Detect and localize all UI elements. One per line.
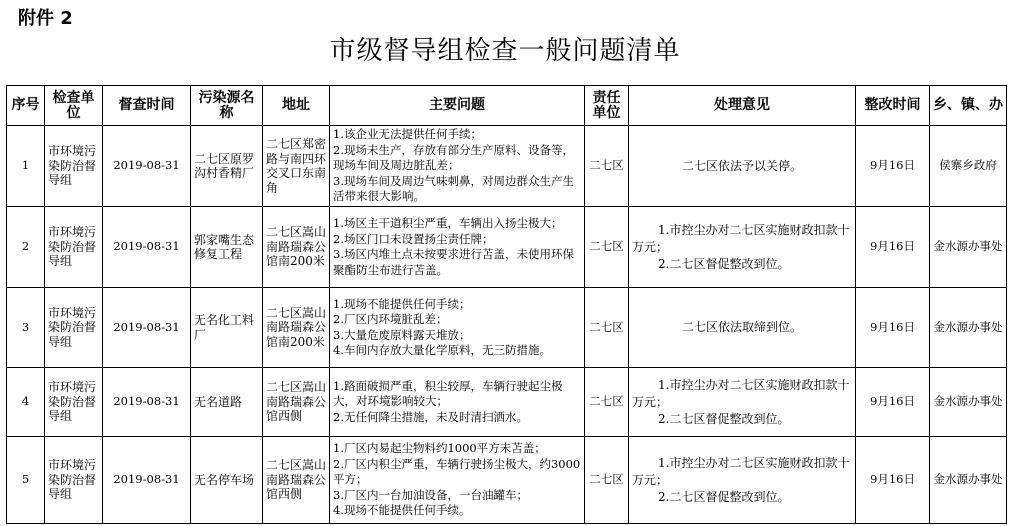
issue-line: 1.路面破损严重，积尘较厚，车辆行驶起尘极大，对环境影响较大； bbox=[333, 378, 563, 409]
cell-town: 金水源办事处 bbox=[930, 288, 1007, 368]
attachment-label: 附件 2 bbox=[18, 8, 73, 29]
cell-address: 二七区郑密路与南四环交叉口东南角 bbox=[263, 126, 330, 207]
header-issues: 主要问题 bbox=[330, 86, 585, 126]
cell-date: 2019-08-31 bbox=[103, 126, 191, 207]
header-town: 乡、镇、办 bbox=[930, 86, 1007, 126]
header-responsible: 责任单位 bbox=[585, 86, 629, 126]
issue-line: 2.厂区内环境脏乱差； bbox=[333, 312, 448, 326]
issue-line: 2.无任何降尘措施，未及时清扫洒水。 bbox=[333, 409, 528, 424]
cell-unit: 市环境污染防治督导组 bbox=[45, 288, 103, 368]
header-date: 督查时间 bbox=[103, 86, 191, 126]
cell-source: 无名道路 bbox=[191, 368, 263, 437]
cell-source: 无名化工料厂 bbox=[191, 288, 263, 368]
cell-opinion bbox=[629, 437, 856, 524]
header-deadline: 整改时间 bbox=[856, 86, 930, 126]
cell-date: 2019-08-31 bbox=[103, 288, 191, 368]
cell-issues bbox=[330, 437, 585, 524]
cell-town: 侯寨乡政府 bbox=[930, 126, 1007, 207]
cell-town: 金水源办事处 bbox=[930, 437, 1007, 524]
cell-deadline: 9月16日 bbox=[856, 368, 930, 437]
cell-responsible: 二七区 bbox=[585, 368, 629, 437]
opinion-line: 2.二七区督促整改到位。 bbox=[658, 489, 790, 504]
table-row bbox=[7, 207, 1007, 288]
cell-address: 二七区嵩山南路瑞森公馆南200米 bbox=[263, 207, 330, 288]
header-address: 地址 bbox=[263, 86, 330, 126]
table-row bbox=[7, 368, 1007, 437]
cell-responsible: 二七区 bbox=[585, 437, 629, 524]
issue-line: 3.现场车间及周边气味刺鼻，对周边群众生产生活带来很大影响。 bbox=[333, 173, 574, 204]
table-row bbox=[7, 288, 1007, 368]
issue-line: 1.厂区内易起尘物料约1000平方未苫盖； bbox=[333, 441, 546, 456]
cell-date: 2019-08-31 bbox=[103, 437, 191, 524]
header-unit: 检查单位 bbox=[45, 86, 103, 126]
opinion-line: 2.二七区督促整改到位。 bbox=[658, 411, 790, 426]
cell-source: 郭家嘴生态修复工程 bbox=[191, 207, 263, 288]
header-no: 序号 bbox=[7, 86, 45, 126]
cell-source: 二七区原罗沟村香精厂 bbox=[191, 126, 263, 207]
cell-no: 1 bbox=[7, 126, 45, 207]
cell-deadline: 9月16日 bbox=[856, 207, 930, 288]
cell-deadline: 9月16日 bbox=[856, 288, 930, 368]
issue-line: 1.现场不能提供任何手续； bbox=[333, 296, 471, 311]
cell-no: 3 bbox=[7, 288, 45, 368]
issue-table bbox=[6, 85, 1007, 524]
cell-no: 5 bbox=[7, 437, 45, 524]
opinion-line: 1.市控尘办对二七区实施财政扣款十万元； bbox=[632, 222, 850, 254]
cell-responsible: 二七区 bbox=[585, 288, 629, 368]
issue-line: 2.场区门口未设置扬尘责任牌； bbox=[333, 231, 494, 246]
cell-town: 金水源办事处 bbox=[930, 368, 1007, 437]
opinion-line: 2.二七区督促整改到位。 bbox=[658, 256, 790, 271]
cell-address: 二七区嵩山南路瑞森公馆西侧 bbox=[263, 368, 330, 437]
cell-opinion bbox=[629, 368, 856, 437]
cell-unit: 市环境污染防治督导组 bbox=[45, 368, 103, 437]
header-opinion: 处理意见 bbox=[629, 86, 856, 126]
table-row bbox=[7, 126, 1007, 207]
cell-town: 金水源办事处 bbox=[930, 207, 1007, 288]
issue-line: 3.大量危废原料露天堆放； bbox=[333, 327, 471, 342]
issue-line: 1.场区主干道积尘严重，车辆出入扬尘极大； bbox=[333, 216, 563, 230]
issue-line: 1.该企业无法提供任何手续； bbox=[333, 127, 482, 142]
opinion-line: 1.市控尘办对二七区实施财政扣款十万元； bbox=[632, 377, 850, 409]
issue-line: 4.现场不能提供任何手续。 bbox=[333, 503, 471, 518]
cell-issues bbox=[330, 207, 585, 288]
cell-unit: 市环境污染防治督导组 bbox=[45, 437, 103, 524]
opinion-line: 二七区依法予以关停。 bbox=[681, 158, 802, 173]
cell-opinion bbox=[629, 207, 856, 288]
opinion-line: 二七区依法取缔到位。 bbox=[681, 320, 802, 334]
header-source: 污染源名称 bbox=[191, 86, 263, 126]
cell-opinion bbox=[629, 288, 856, 368]
cell-deadline: 9月16日 bbox=[856, 126, 930, 207]
cell-responsible: 二七区 bbox=[585, 126, 629, 207]
cell-date: 2019-08-31 bbox=[103, 207, 191, 288]
table-header-row bbox=[7, 86, 1007, 126]
cell-issues bbox=[330, 288, 585, 368]
cell-unit: 市环境污染防治督导组 bbox=[45, 126, 103, 207]
table-row bbox=[7, 437, 1007, 524]
cell-unit: 市环境污染防治督导组 bbox=[45, 207, 103, 288]
cell-opinion bbox=[629, 126, 856, 207]
page-title: 市级督导组检查一般问题清单 bbox=[329, 36, 681, 66]
issue-line: 2.现场未生产，存放有部分生产原料、设备等，现场车间及周边脏乱差； bbox=[333, 142, 574, 173]
opinion-line: 1.市控尘办对二七区实施财政扣款十万元； bbox=[632, 455, 850, 487]
cell-no: 2 bbox=[7, 207, 45, 288]
cell-address: 二七区嵩山南路瑞森公馆南200米 bbox=[263, 288, 330, 368]
issue-line: 3.厂区内一台加油设备，一台油罐车； bbox=[333, 487, 528, 502]
issue-line: 2.厂区内积尘严重，车辆行驶扬尘极大，约3000平方； bbox=[333, 456, 581, 487]
cell-no: 4 bbox=[7, 368, 45, 437]
cell-deadline: 9月16日 bbox=[856, 437, 930, 524]
cell-issues bbox=[330, 368, 585, 437]
cell-address: 二七区嵩山南路瑞森公馆西侧 bbox=[263, 437, 330, 524]
cell-date: 2019-08-31 bbox=[103, 368, 191, 437]
cell-source: 无名停车场 bbox=[191, 437, 263, 524]
cell-issues bbox=[330, 126, 585, 207]
issue-line: 4.车间内存放大量化学原料，无三防措施。 bbox=[333, 343, 551, 357]
issue-line: 3.场区内堆土点未按要求进行苫盖，未使用环保聚酯防尘布进行苫盖。 bbox=[333, 247, 574, 277]
cell-responsible: 二七区 bbox=[585, 207, 629, 288]
